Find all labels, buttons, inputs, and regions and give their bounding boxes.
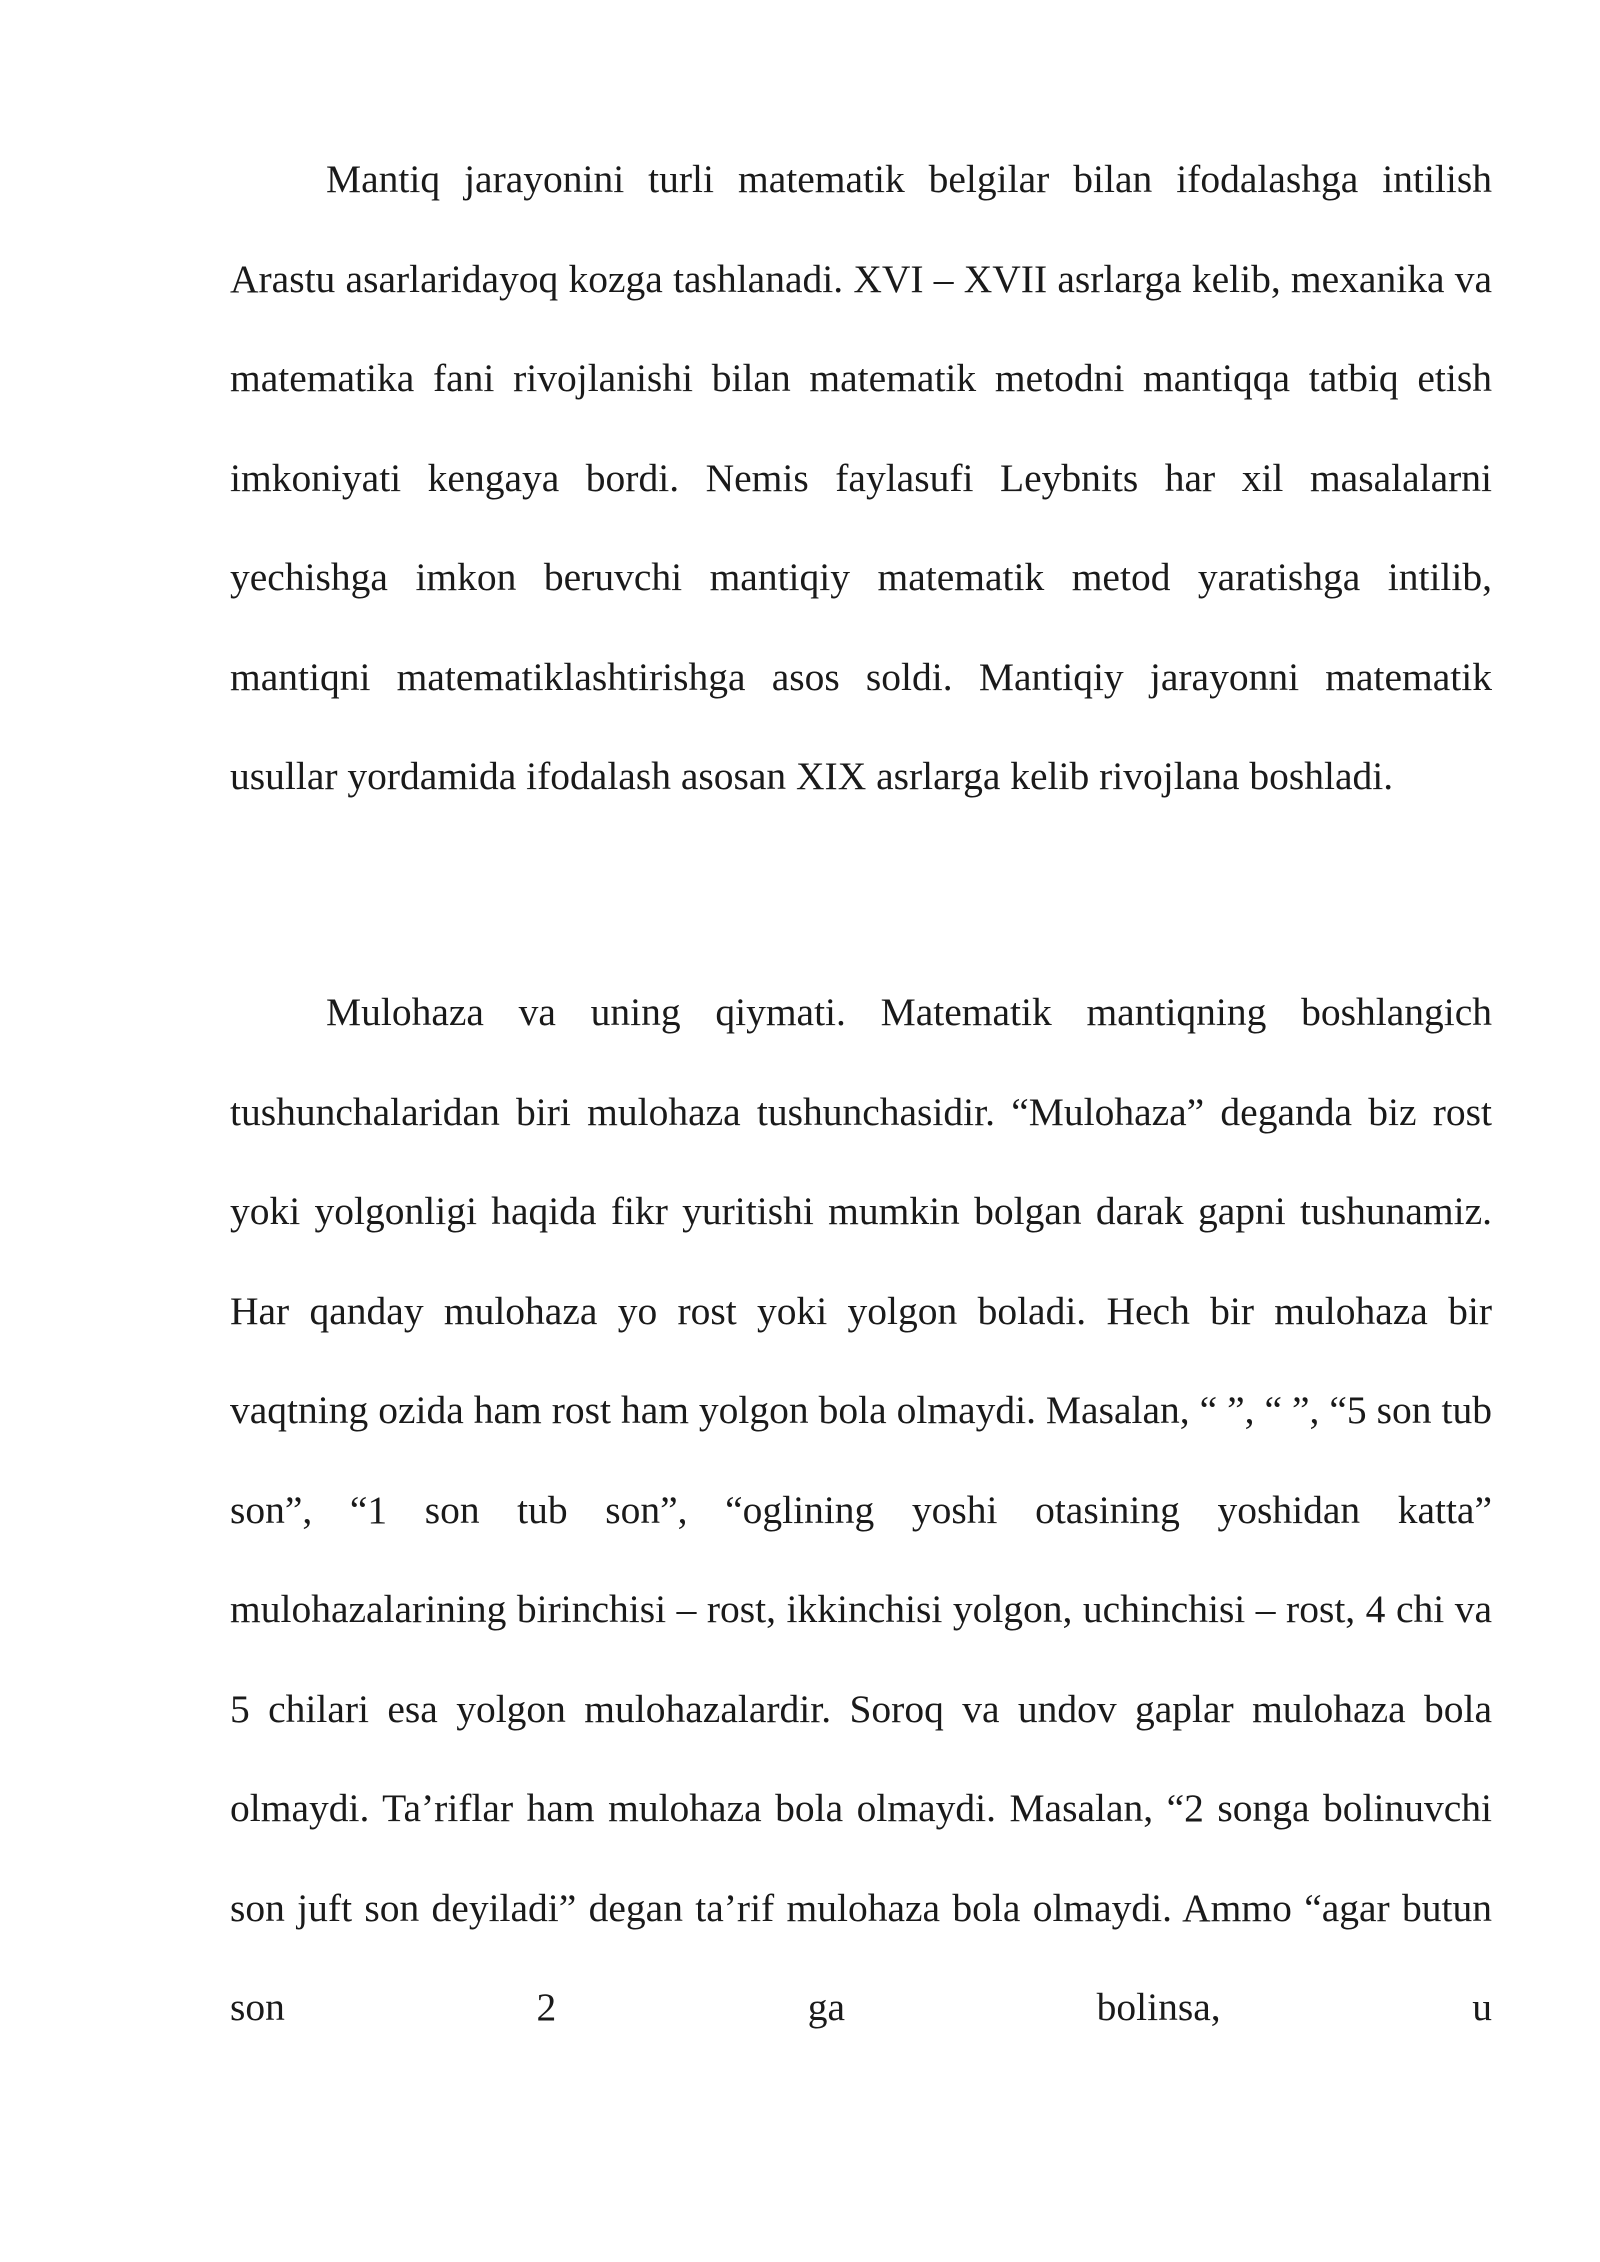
paragraph-2 xyxy=(230,963,1492,2058)
paragraph-1-text: Mantiq jarayonini turli matematik belgilar bilan ifodalashga intilish Arastu asarlaridayoq kozga tashlanadi. XVI – XVII asrlarga kelib, mexanika va matematika fani rivojlanishi bilan matematik metodni mantiqqa tatbiq etish imkoniyati kengaya bordi. Nemis faylasufi Leybnits har xil masalalarni yechishga imkon beruvchi mantiqiy matematik metod yaratishga intilib, mantiqni matematiklashtirishga asos soldi. Mantiqiy jarayonni matematik usullar yordamida ifodalash asosan XIX asrlarga kelib rivojlana boshladi. xyxy=(230,157,1492,798)
paragraph-2-text: Mulohaza va uning qiymati. Matematik mantiqning boshlangich tushunchalaridan biri mulohaza tushunchasidir. “Mulohaza” deganda biz rost yoki yolgonligi haqida fikr yuritishi mumkin bolgan darak gapni tushunamiz. Har qanday mulohaza yo rost yoki yolgon boladi. Hech bir mulohaza bir vaqtning ozida ham rost ham yolgon bola olmaydi. Masalan, “ ”, “ ”, “5 son tub son”, “1 son tub son”, “oglining yoshi otasining yoshidan katta” mulohazalarining birinchisi – rost, ikkinchisi yolgon, uchinchisi – rost, 4 chi va 5 chilari esa yolgon mulohazalardir. Soroq va undov gaplar mulohaza bola olmaydi. Ta’riflar ham mulohaza bola olmaydi. Masalan, “2 songa bolinuvchi son juft son deyiladi” degan ta’rif mulohaza bola olmaydi. Ammo “agar butun son 2 ga bolinsa, u xyxy=(230,990,1492,2029)
paragraph-1 xyxy=(230,130,1492,827)
